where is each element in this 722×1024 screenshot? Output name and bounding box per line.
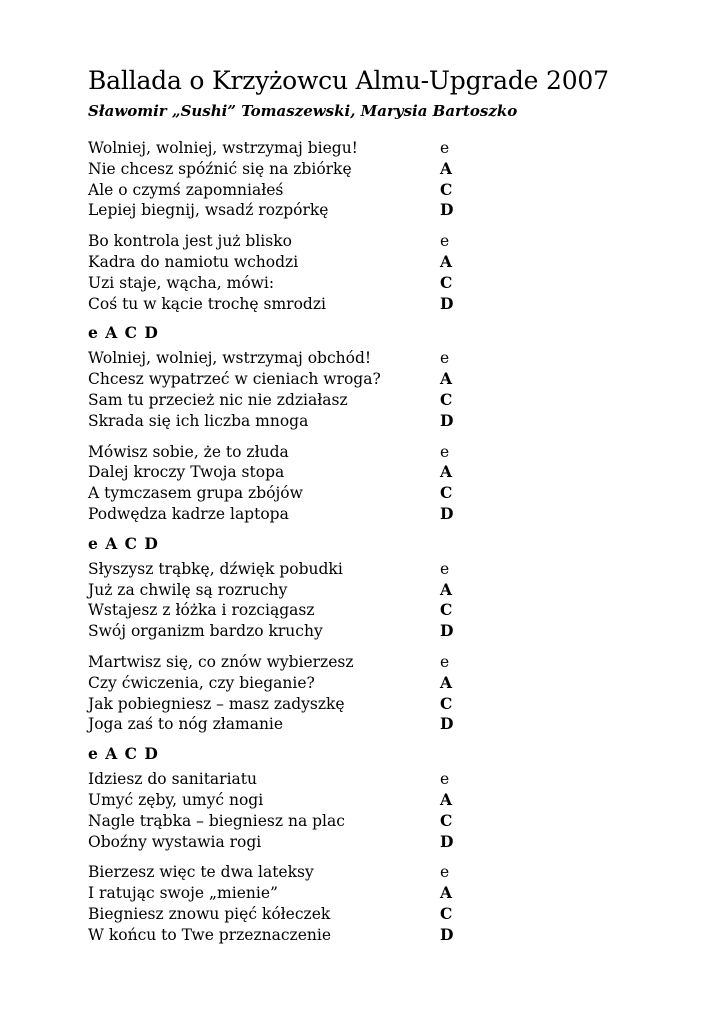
lyric-line [88,862,648,883]
stanza [88,138,648,221]
chord-label: C [440,903,453,923]
lyric-line [88,390,648,411]
lyric-text: Kadra do namiotu wchodzi [88,252,299,271]
lyric-text: Umyć zęby, umyć nogi [88,790,264,809]
lyric-line [88,769,648,790]
lyric-text: Ale o czymś zapomniałeś [88,180,284,199]
lyric-line [88,180,648,201]
lyric-line [88,252,648,273]
stanza [88,769,648,852]
chord-label: e [440,863,450,882]
lyric-text: Już za chwilę są rozruchy [88,580,288,599]
lyric-text: A tymczasem grupa zbójów [88,484,303,503]
lyric-line [88,462,648,483]
lyric-text: Wolniej, wolniej, wstrzymaj obchód! [88,349,372,368]
lyric-line [88,621,648,642]
chord-label: e [440,559,450,578]
lyric-text: Martwisz się, co znów wybierzesz [88,652,354,671]
chord-label: C [440,389,453,409]
chord-label: D [440,621,454,641]
lyric-text: Idziesz do sanitariatu [88,770,257,789]
lyric-text: Wolniej, wolniej, wstrzymaj biegu! [88,139,358,157]
lyric-line [88,504,648,525]
chord-label: D [440,410,454,430]
chord-label: A [440,672,453,692]
chord-label: D [440,924,454,944]
lyric-line [88,348,648,369]
lyric-line [88,811,648,832]
chord-label: C [440,272,453,292]
lyric-line [88,369,648,390]
lyric-text: Wstajesz z łóżka i rozciągasz [88,601,315,620]
chord-interlude: e A C D [88,323,159,343]
lyric-text: Bierzesz więc te dwa lateksy [88,863,314,882]
chord-label: e [440,349,450,368]
stanza [88,559,648,642]
song-body [88,138,648,946]
stanza [88,231,648,314]
lyric-text: Sam tu przecież nic nie zdziałasz [88,390,348,409]
lyric-line [88,883,648,904]
lyric-text: Lepiej biegnij, wsadź rozpórkę [88,201,329,220]
lyric-text: Czy ćwiczenia, czy bieganie? [88,673,315,692]
chord-label: C [440,179,453,199]
lyric-text: Mówisz sobie, że to złuda [88,442,289,461]
song-sheet [88,64,648,956]
chord-label: D [440,503,454,523]
stanza [88,442,648,525]
lyric-line [88,580,648,601]
lyric-line [88,652,648,673]
lyric-line [88,159,648,180]
stanza [88,862,648,945]
lyric-text: Bo kontrola jest już blisko [88,232,292,251]
stanza [88,652,648,735]
lyric-text: Nie chcesz spóźnić się na zbiórkę [88,159,352,178]
lyric-text: Swój organizm bardzo kruchy [88,622,323,641]
lyric-line [88,442,648,463]
lyric-text: Oboźny wystawia rogi [88,832,262,851]
lyric-line [88,600,648,621]
chord-label: e [440,652,450,671]
lyric-line [88,411,648,432]
lyric-text: Coś tu w kącie trochę smrodzi [88,294,326,313]
chord-label: e [440,770,450,789]
chord-label: C [440,483,453,503]
lyric-line [88,200,648,221]
chord-label: A [440,462,453,482]
lyric-line [88,273,648,294]
lyric-line [88,294,648,315]
lyric-text: W końcu to Twe przeznaczenie [88,925,331,944]
lyric-text: I ratując swoje „mienie” [88,884,278,903]
chord-label: D [440,293,454,313]
lyric-line [88,694,648,715]
chord-label: A [440,789,453,809]
lyric-line [88,138,648,159]
chord-label: C [440,600,453,620]
lyric-text: Dalej kroczy Twoja stopa [88,463,285,482]
chord-label: D [440,714,454,734]
lyric-text: Joga zaś to nóg złamanie [88,715,284,734]
chord-label: A [440,251,453,271]
lyric-text: Jak pobiegniesz – masz zadyszkę [88,694,345,713]
chord-label: A [440,369,453,389]
lyric-line [88,904,648,925]
lyric-line [88,790,648,811]
song-authors: Sławomir „Sushi” Tomaszewski, Marysia Bartoszko [88,102,518,120]
chord-label: e [440,139,450,157]
chord-label: D [440,200,454,220]
chord-label: A [440,579,453,599]
lyric-text: Podwędza kadrze laptopa [88,504,289,523]
song-title: Ballada o Krzyżowcu Almu-Upgrade 2007 [88,66,609,95]
lyric-text: Skrada się ich liczba mnoga [88,411,309,430]
chord-interlude: e A C D [88,533,159,553]
chord-label: e [440,442,450,461]
lyric-text: Chcesz wypatrzeć w cieniach wroga? [88,370,381,389]
lyric-text: Nagle trąbka – biegniesz na plac [88,811,345,830]
lyric-text: Słyszysz trąbkę, dźwięk pobudki [88,559,343,578]
lyric-line [88,559,648,580]
chord-label: A [440,158,453,178]
chord-label: C [440,810,453,830]
chord-label: C [440,693,453,713]
lyric-line [88,483,648,504]
lyric-line [88,832,648,853]
chord-label: D [440,831,454,851]
chord-label: e [440,232,450,251]
lyric-text: Biegniesz znowu pięć kółeczek [88,904,331,923]
lyric-line [88,925,648,946]
chord-label: A [440,883,453,903]
stanza [88,348,648,431]
lyric-text: Uzi staje, wącha, mówi: [88,273,275,292]
lyric-line [88,231,648,252]
lyric-line [88,673,648,694]
chord-interlude: e A C D [88,744,159,764]
lyric-line [88,714,648,735]
